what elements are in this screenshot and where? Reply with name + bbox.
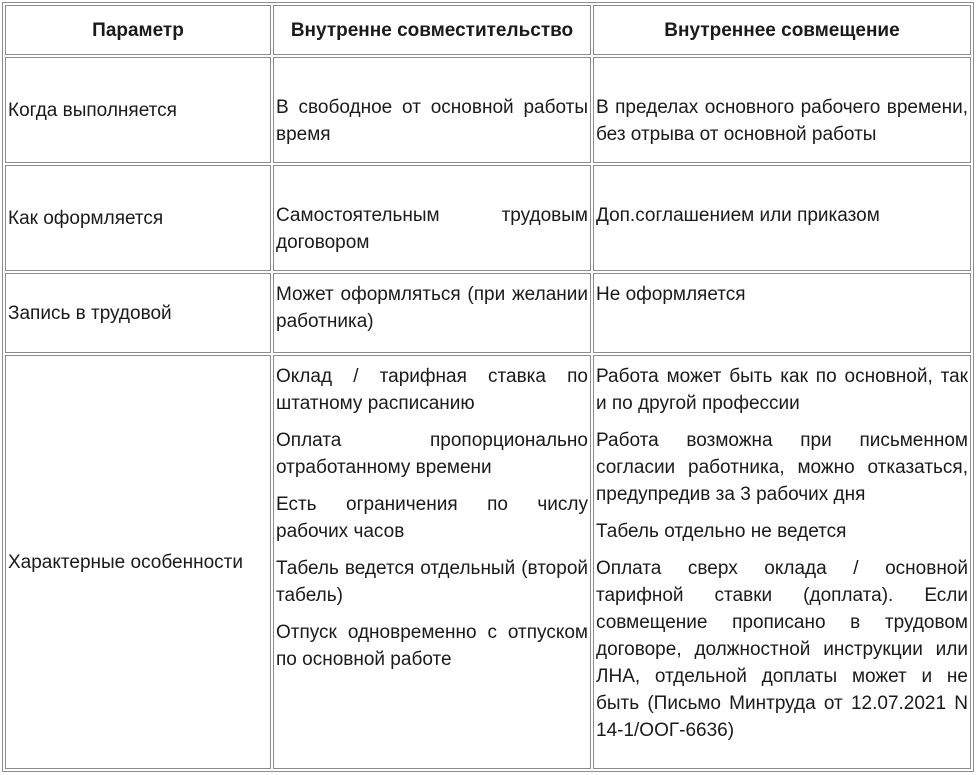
comparison-table <box>2 2 974 772</box>
cell-text: Работа возможна при письменном согласии работника, можно отказаться, предупредив за 3 рабочих дня <box>596 430 968 505</box>
cell-internal-part-time <box>273 355 591 769</box>
table-row <box>5 273 971 353</box>
table-row <box>5 355 971 769</box>
cell-internal-combination <box>593 273 971 353</box>
cell-text: Самостоятельным трудовым договором <box>276 205 588 253</box>
cell-text: Может оформляться (при желании работника) <box>276 284 588 332</box>
table-row <box>5 57 971 163</box>
cell-internal-combination <box>593 57 971 163</box>
cell-text: Не оформляется <box>596 284 746 305</box>
header-internal-part-time: Внутренне совместительство <box>273 5 591 55</box>
cell-internal-part-time <box>273 165 591 271</box>
cell-text: В свободное от основной работы время <box>276 97 588 145</box>
row-param: Запись в трудовой <box>5 273 271 353</box>
cell-text: Табель отдельно не ведется <box>596 521 847 542</box>
table-row <box>5 165 971 271</box>
cell-internal-combination <box>593 165 971 271</box>
header-param: Параметр <box>5 5 271 55</box>
header-row <box>5 5 971 55</box>
cell-text: В пределах основного рабочего времени, без отрыва от основной работы <box>596 97 968 145</box>
header-internal-combination: Внутреннее совмещение <box>593 5 971 55</box>
cell-text: Оплата сверх оклада / основной тарифной ставки (доплата). Если совмещение прописано в трудовом договоре, должностной инструкции или ЛНА, отдельной доплаты может и не быть (Письмо Минтруда от 12.07.2021 N 14-1/ООГ-6636) <box>596 558 968 741</box>
cell-text: Оклад / тарифная ставка по штатному расписанию <box>276 366 588 414</box>
row-param: Характерные особенности <box>5 355 271 769</box>
cell-text: Есть ограничения по числу рабочих часов <box>276 494 588 542</box>
cell-internal-part-time <box>273 273 591 353</box>
cell-text: Доп.соглашением или приказом <box>596 205 880 226</box>
cell-text: Табель ведется отдельный (второй табель) <box>276 558 588 606</box>
cell-internal-part-time <box>273 57 591 163</box>
cell-text: Отпуск одновременно с отпуском по основной работе <box>276 622 588 670</box>
row-param: Когда выполняется <box>5 57 271 163</box>
cell-text: Работа может быть как по основной, так и по другой профессии <box>596 366 968 414</box>
cell-text: Оплата пропорционально отработанному времени <box>276 430 588 478</box>
row-param: Как оформляется <box>5 165 271 271</box>
cell-internal-combination <box>593 355 971 769</box>
